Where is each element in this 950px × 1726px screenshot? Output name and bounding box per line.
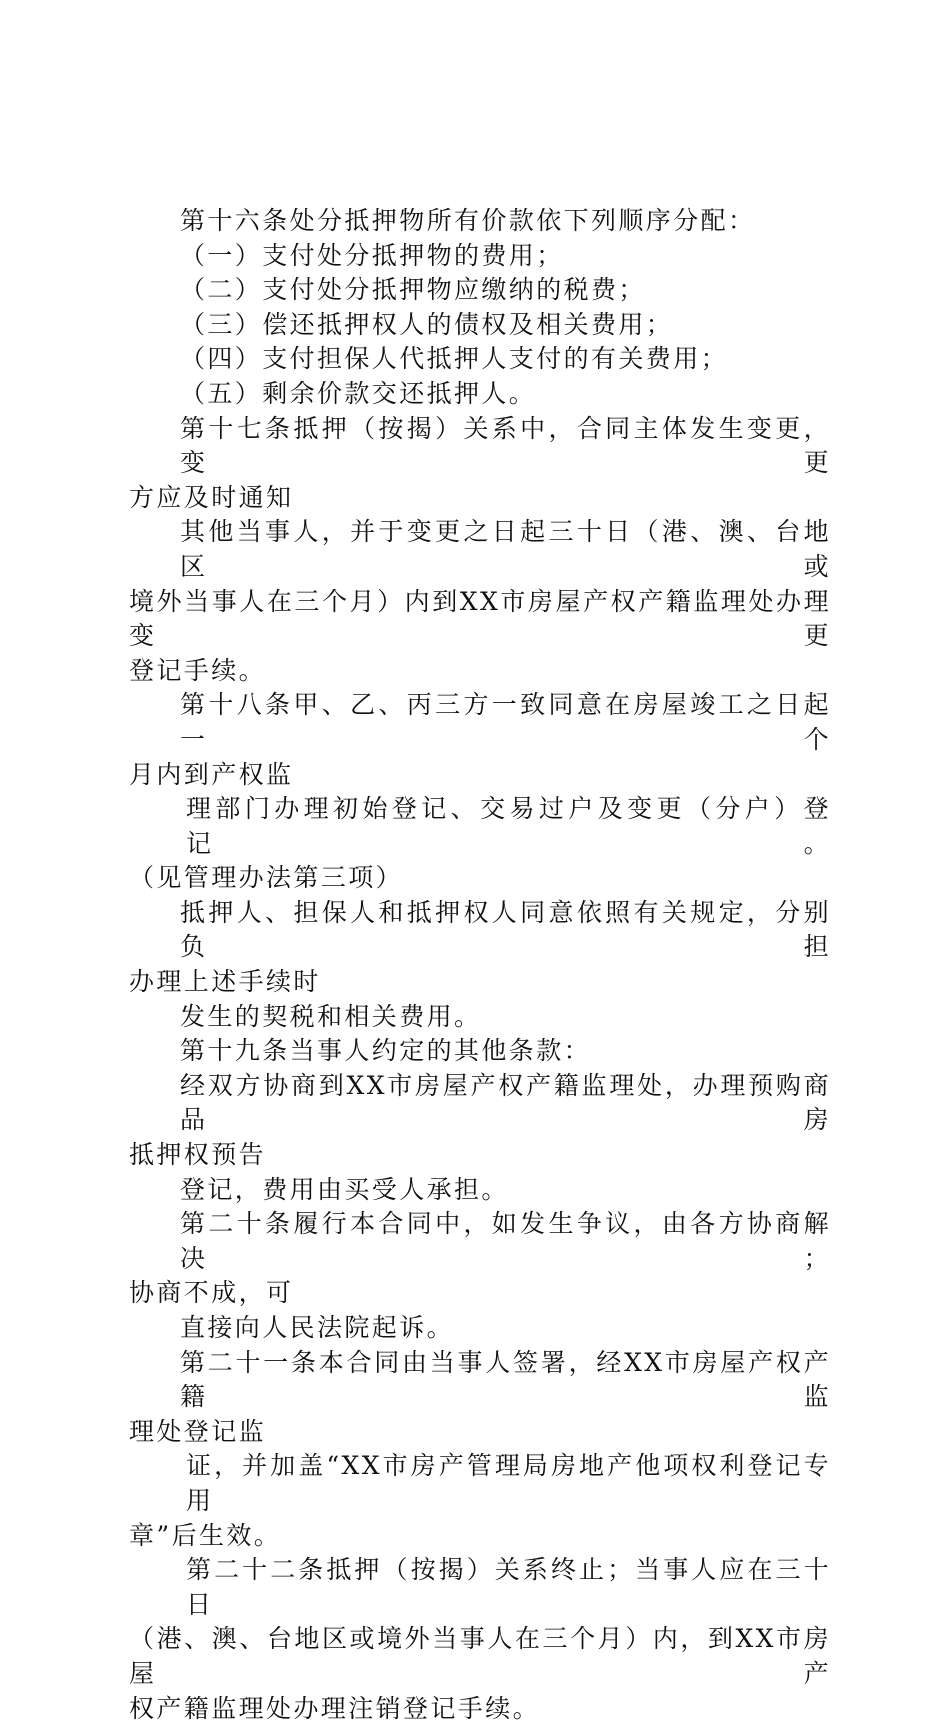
text-line: 第二十条履行本合同中，如发生争议，由各方协商解决； — [180, 1209, 831, 1273]
text-line: 经双方协商到XX市房屋产权产籍监理处，办理预购商品房 — [180, 1070, 831, 1135]
text-line: 方应及时通知 — [129, 482, 294, 512]
text-line: 抵押人、担保人和抵押权人同意依照有关规定，分别负担 — [180, 897, 831, 962]
text-line: 境外当事人在三个月）内到XX市房屋产权产籍监理处办理变更 — [129, 586, 831, 651]
text-line: 第十八条甲、乙、丙三方一致同意在房屋竣工之日起一个 — [180, 690, 831, 754]
text-line: 第二十二条抵押（按揭）关系终止；当事人应在三十日 — [186, 1555, 831, 1619]
text-line: 月内到产权监 — [129, 759, 294, 789]
text-line: 登记，费用由买受人承担。 — [180, 1174, 509, 1204]
text-line: 其他当事人，并于变更之日起三十日（港、澳、台地区或 — [180, 517, 831, 581]
text-line: （二）支付处分抵押物应缴纳的税费； — [180, 275, 646, 305]
text-line: （五）剩余价款交还抵押人。 — [180, 378, 537, 408]
text-line: 理处登记监 — [129, 1416, 267, 1446]
text-line: 协商不成，可 — [129, 1278, 294, 1308]
text-line: （一）支付处分抵押物的费用； — [180, 240, 564, 270]
text-line: 抵押权预告 — [129, 1140, 267, 1170]
text-line: 权产籍监理处办理注销登记手续。 — [129, 1693, 541, 1723]
text-line: 第十九条当事人约定的其他条款： — [180, 1036, 592, 1066]
text-line: 发生的契税和相关费用。 — [180, 1001, 482, 1031]
text-line: 章”后生效。 — [129, 1520, 282, 1550]
text-line: （三）偿还抵押权人的债权及相关费用； — [180, 309, 674, 339]
document-body — [129, 204, 831, 1726]
text-line: 第十六条处分抵押物所有价款依下列顺序分配： — [180, 206, 756, 235]
text-line: 直接向人民法院起诉。 — [180, 1313, 455, 1342]
text-line: 办理上述手续时 — [129, 967, 321, 997]
text-line: 第十七条抵押（按揭）关系中，合同主体发生变更，变更 — [180, 413, 831, 478]
text-line: （四）支付担保人代抵押人支付的有关费用； — [180, 344, 729, 374]
text-line: 理部门办理初始登记、交易过户及变更（分户）登记。 — [186, 794, 831, 858]
text-line: 证，并加盖“XX市房产管理局房地产他项权利登记专用 — [186, 1451, 831, 1515]
text-line: 第二十一条本合同由当事人签署，经XX市房屋产权产籍监 — [180, 1347, 831, 1412]
text-line: （见管理办法第三项） — [129, 863, 404, 893]
text-line: （港、澳、台地区或境外当事人在三个月）内，到XX市房屋产 — [129, 1624, 831, 1688]
text-line: 登记手续。 — [129, 655, 267, 685]
